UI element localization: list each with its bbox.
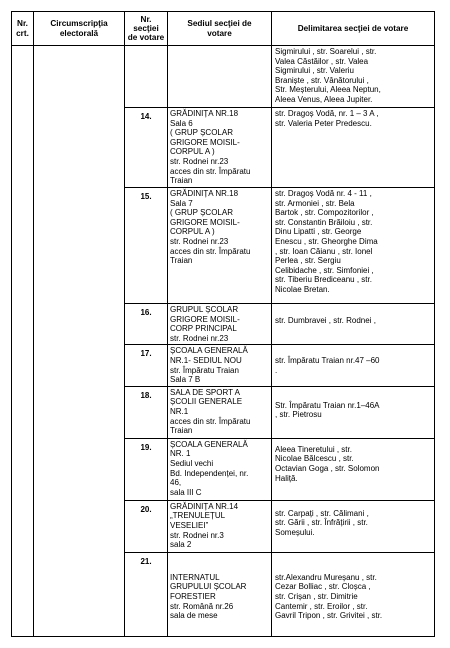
- sediu-cell: GRĂDINIȚA NR.18 Sala 6 ( GRUP ȘCOLAR GRIGORE MOISIL- CORPUL A ) str. Rodnei nr.23 acces din str. Împăratu Traian: [168, 108, 272, 188]
- nr-sectie-cell: 18.: [125, 386, 168, 438]
- delimitare-cell: str. Dragoș Vodă, nr. 1 – 3 A , str. Valeria Peter Predescu.: [272, 108, 435, 188]
- delimitare-cell: Str. Împăratu Traian nr.1–46A , str. Pietrosu: [272, 386, 435, 438]
- sediu-cell: [168, 46, 272, 108]
- sediu-cell: ȘCOALA GENERALĂ NR. 1 Sediul vechi Bd. Independenței, nr. 46, sala III C: [168, 438, 272, 500]
- header-delimitarea: Delimitarea secţiei de votare: [272, 12, 435, 46]
- nr-sectie-cell: 21.: [125, 552, 168, 636]
- delimitare-cell: str. Dumbravei , str. Rodnei ,: [272, 304, 435, 345]
- sediu-cell: GRĂDINIȚA NR.18 Sala 7 ( GRUP ȘCOLAR GRIGORE MOISIL- CORPUL A ) str. Rodnei nr.23 acces din str. Împăratu Traian: [168, 188, 272, 304]
- nr-sectie-cell: 17.: [125, 345, 168, 386]
- nr-sectie-cell: 20.: [125, 500, 168, 552]
- header-nr-crt: Nr. crt.: [12, 12, 34, 46]
- delimitare-cell: Sigmirului , str. Soarelui , str. Valea Căstăilor , str. Valea Sigmirului , str. Valeriu Braniște , str. Vânătorului , Str. Meșterului, Aleea Neptun, Aleea Venus, Aleea Jupiter.: [272, 46, 435, 108]
- nr-sectie-cell: 19.: [125, 438, 168, 500]
- delimitare-cell: str. Dragoș Vodă nr. 4 - 11 , str. Armoniei , str. Bela Bartok , str. Compozitorilor , str. Constantin Brăiloiu , str. Dinu Lipatti , str. George Enescu , str. Gheorghe Dima , str. Ioan Căianu , str. Ionel Perlea , str. Sergiu Celibidache , str. Simfoniei , str. Tiberiu Brediceanu , str. Nicolae Bretan.: [272, 188, 435, 304]
- sectii-votare-table: [11, 11, 435, 637]
- nr-sectie-cell: 14.: [125, 108, 168, 188]
- header-nr-sectiei: Nr. secţiei de votare: [125, 12, 168, 46]
- sediu-cell: GRUPUL ȘCOLAR GRIGORE MOISIL- CORP PRINCIPAL str. Rodnei nr.23: [168, 304, 272, 345]
- header-circumscriptia: Circumscripţia electorală: [34, 12, 125, 46]
- delimitare-cell: Aleea Tineretului , str. Nicolae Bălcescu , str. Octavian Goga , str. Solomon Haliță.: [272, 438, 435, 500]
- header-row: [12, 12, 435, 46]
- continuation-row: [12, 46, 435, 108]
- sediu-cell: GRĂDINIȚA NR.14 „TRENULEȚUL VESELIEI” str. Rodnei nr.3 sala 2: [168, 500, 272, 552]
- header-sediul: Sediul secţiei de votare: [168, 12, 272, 46]
- delimitare-cell: str. Împăratu Traian nr.47 –60 .: [272, 345, 435, 386]
- circumscriptia-cell: [34, 46, 125, 637]
- delimitare-cell: str.Alexandru Mureșanu , str. Cezar Bolliac , str. Cloșca , str. Crișan , str. Dimitrie Cantemir , str. Eroilor , str. Gavril Tripon , str. Grivitei , str.: [272, 552, 435, 636]
- delimitare-cell: str. Carpați , str. Călimani , str. Gării , str. Înfrățirii , str. Someșului.: [272, 500, 435, 552]
- sediu-cell: SALA DE SPORT A ȘCOLII GENERALE NR.1 acces din str. Împăratu Traian: [168, 386, 272, 438]
- nr-sectie-cell: [125, 46, 168, 108]
- sediu-cell: INTERNATUL GRUPULUI ȘCOLAR FORESTIER str. Română nr.26 sala de mese: [168, 552, 272, 636]
- nr-sectie-cell: 16.: [125, 304, 168, 345]
- nr-sectie-cell: 15.: [125, 188, 168, 304]
- sediu-cell: ȘCOALA GENERALĂ NR.1- SEDIUL NOU str. Împăratu Traian Sala 7 B: [168, 345, 272, 386]
- nr-crt-cell: [12, 46, 34, 637]
